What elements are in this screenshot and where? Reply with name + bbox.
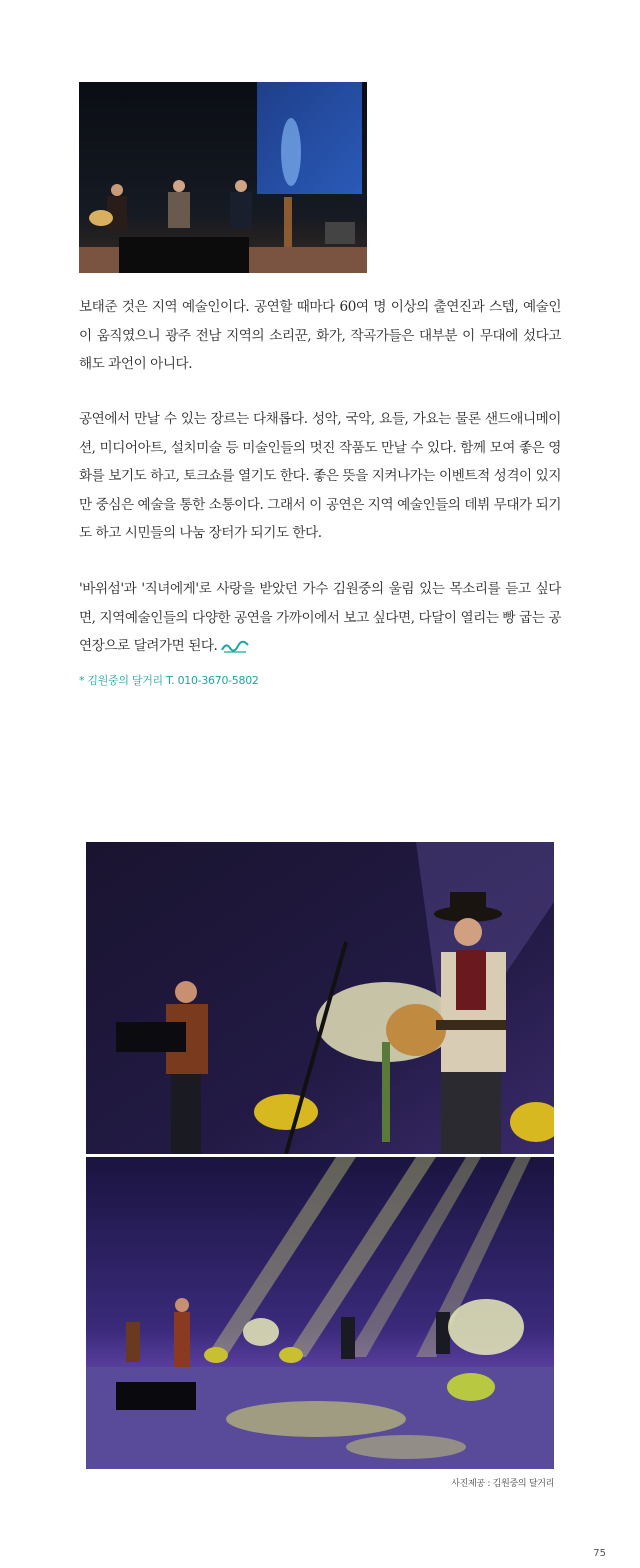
contact-info: * 김원중의 달거리 T. 010-3670-5802 [79,674,259,687]
squiggle-end-icon [220,640,250,654]
body-paragraph-1: 보태준 것은 지역 예술인이다. 공연할 때마다 60여 명 이상의 출연진과 스텝, 예술인이 움직였으니 광주 전남 지역의 소리꾼, 화가, 작곡가들은 대부분 이 무대에 섰다고 해도 과언이 아니다. [79,299,561,372]
body-paragraph-3 [79,575,561,661]
photo-credit: 사진제공 : 김원중의 달거리 [451,1479,554,1489]
photo-singer-guitar [86,842,554,1154]
body-paragraph-3-text: '바위섬'과 '직녀에게'로 사랑을 받았던 가수 김원중의 울림 있는 목소리를 듣고 싶다면, 지역예술인들의 다양한 공연을 가까이에서 보고 싶다면, 다달이 열리는 빵 굽는 공연장으로 달려가면 된다. [79,581,561,654]
photo-talk-show [79,82,367,273]
body-paragraph-2: 공연에서 만날 수 있는 장르는 다채롭다. 성악, 국악, 요들, 가요는 물론 샌드애니메이션, 미디어아트, 설치미술 등 미술인들의 멋진 작품도 만날 수 있다. 함께 모여 좋은 영화를 보기도 하고, 토크쇼를 열기도 한다. 좋은 뜻을 지켜나가는 이벤트적 성격이 있지만 중심은 예술을 통한 소통이다. 그래서 이 공연은 지역 예술인들의 데뷔 무대가 되기도 하고 시민들의 나눔 장터가 되기도 한다. [79,411,561,541]
photo-stage-lights [86,1157,554,1469]
page-number: 75 [593,1548,606,1559]
